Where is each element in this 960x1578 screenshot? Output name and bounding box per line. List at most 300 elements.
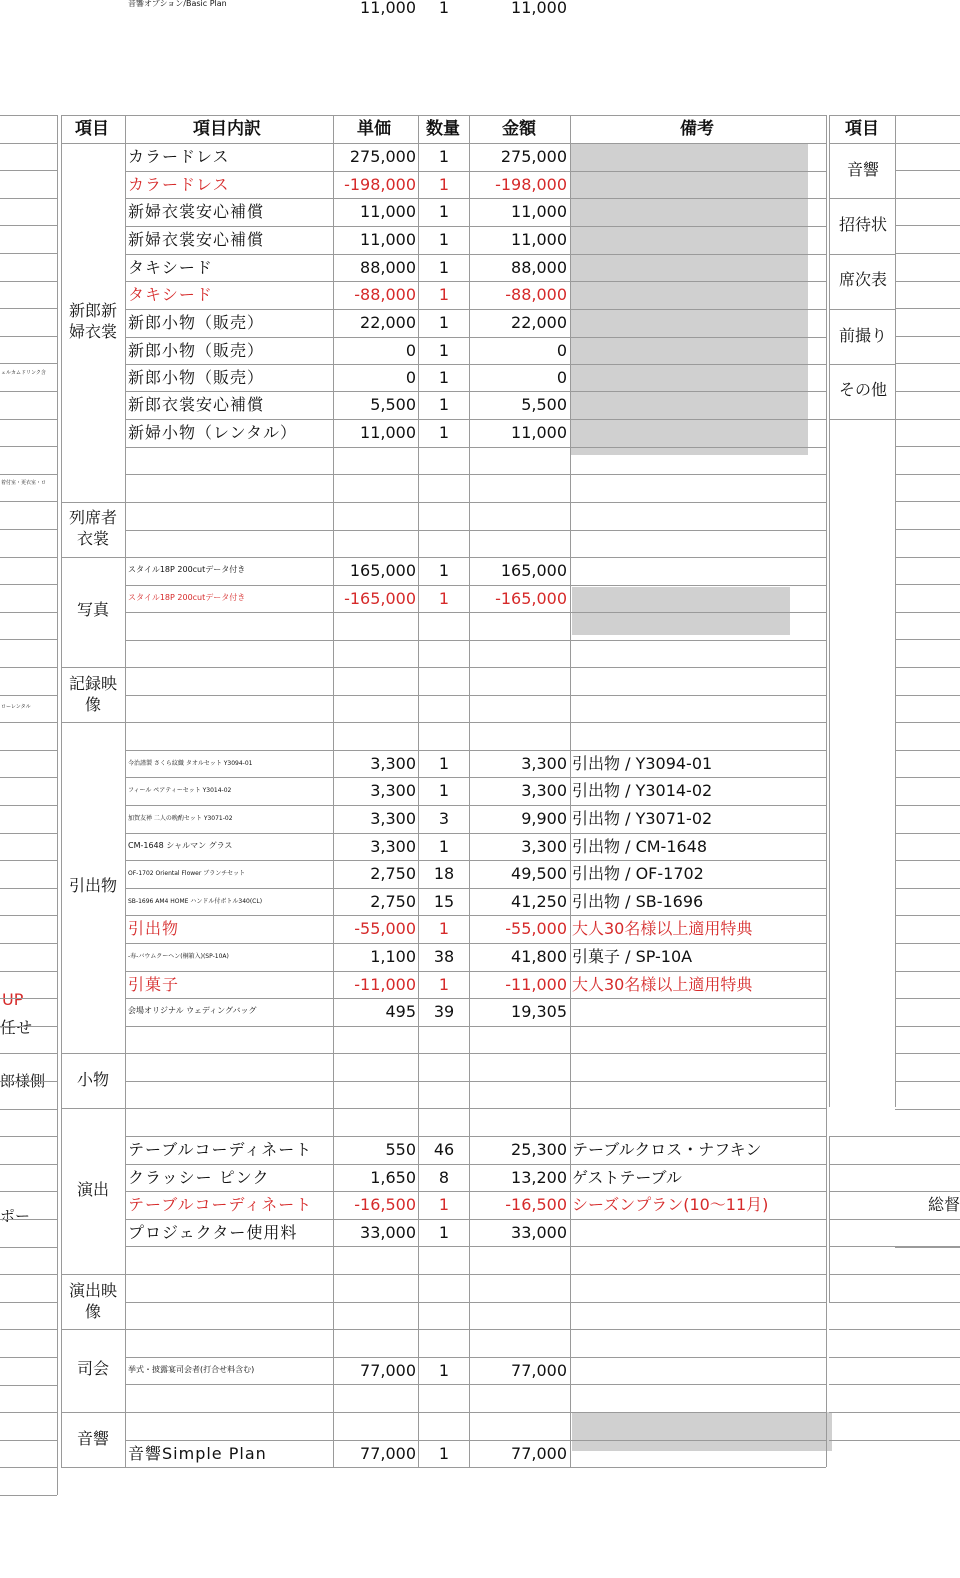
right-grid-line — [895, 391, 960, 392]
grid-line — [125, 695, 826, 696]
left-grid-line — [0, 667, 57, 668]
left-grid-line — [0, 1026, 57, 1027]
row-amount: 22,000 — [511, 313, 567, 332]
row-quantity: 1 — [438, 1360, 450, 1380]
row-detail: プロジェクター使用料 — [128, 1222, 298, 1242]
row-unit-price: 33,000 — [360, 1222, 416, 1242]
row-quantity: 1 — [438, 257, 450, 277]
row-detail: 挙式・披露宴司会者(打合せ料含む) — [128, 1364, 255, 1374]
row-quantity: 1 — [438, 561, 450, 580]
left-grid-line — [0, 695, 57, 696]
header-remarks: 備考 — [680, 119, 714, 139]
category-gifts: 引出物 — [68, 876, 117, 895]
left-cut-text: UP — [2, 990, 24, 1009]
row-remarks: 引菓子 / SP-10A — [572, 947, 693, 966]
grid-line — [125, 281, 826, 282]
right-grid-line — [895, 170, 960, 171]
row-detail: 今治謹製 さくら紋織 タオルセット Y3094-01 — [128, 759, 253, 767]
left-cut-text: ェルカムドリンク含 — [1, 370, 46, 376]
category-line — [61, 667, 125, 668]
row-detail: カラードレス — [128, 174, 230, 194]
left-grid-line — [0, 833, 57, 834]
grid-line — [125, 777, 826, 778]
right-grid-line — [895, 695, 960, 696]
right-grid-line — [895, 1026, 960, 1027]
right-grid-line — [895, 915, 960, 916]
grid-line — [125, 1357, 826, 1358]
left-grid-line — [0, 1081, 57, 1082]
category-production-video: 演出映 像 — [68, 1281, 117, 1321]
row-quantity: 3 — [438, 809, 450, 828]
category-line — [61, 1329, 125, 1330]
left-grid-line — [0, 1440, 57, 1441]
row-detail: 加賀友禅 二人の晩酌セット Y3071-02 — [128, 815, 233, 822]
row-quantity: 1 — [438, 836, 450, 856]
right-grid-line — [895, 115, 960, 116]
left-cut-text: 郎様側 — [0, 1072, 46, 1090]
header-detail: 項目内訳 — [193, 119, 261, 139]
left-grid-line — [0, 336, 57, 337]
left-cut-text: ポー — [0, 1207, 31, 1225]
redacted-block — [571, 144, 808, 455]
grid-line — [125, 1384, 826, 1385]
row-amount: 3,300 — [521, 753, 567, 773]
row-detail: 引菓子 — [128, 974, 180, 994]
column-line — [125, 115, 126, 1467]
category-line — [61, 1467, 125, 1468]
redacted-block — [572, 587, 790, 635]
left-grid-line — [0, 557, 57, 558]
row-quantity: 1 — [438, 367, 450, 387]
category-line — [61, 1274, 125, 1275]
right-grid-line — [829, 1302, 960, 1303]
category-costume: 新郎新 婦衣裳 — [68, 301, 117, 341]
row-amount: 11,000 — [511, 230, 567, 249]
grid-line — [125, 1246, 826, 1247]
left-cut-text: 着付室・更衣室・ロ — [1, 480, 47, 486]
grid-line — [125, 419, 826, 420]
left-grid-line — [0, 419, 57, 420]
right-grid-line — [895, 308, 960, 309]
category-line — [61, 557, 125, 558]
grid-line — [125, 530, 826, 531]
left-grid-line — [0, 391, 57, 392]
grid-line — [125, 198, 826, 199]
grid-line — [125, 1440, 826, 1441]
grid-line — [125, 1467, 826, 1468]
grid-line — [125, 309, 826, 310]
grid-line — [125, 943, 826, 944]
row-remarks: 引出物 / SB-1696 — [572, 891, 704, 911]
grid-line — [125, 474, 826, 475]
row-unit-price: 3,300 — [370, 836, 416, 856]
left-grid-line — [0, 170, 57, 171]
left-grid-line — [0, 805, 57, 806]
left-grid-line — [0, 115, 57, 116]
row-quantity: 1 — [438, 340, 450, 360]
header-quantity: 数量 — [426, 119, 460, 139]
right-grid-line — [895, 639, 960, 640]
row-amount: 19,305 — [511, 1002, 567, 1021]
row-unit-price: 77,000 — [360, 1443, 416, 1463]
right-grid-line — [829, 1164, 960, 1165]
left-grid-line — [0, 998, 57, 999]
row-unit-price: -165,000 — [344, 588, 416, 608]
row-unit-price: 3,300 — [370, 809, 416, 828]
row-detail: OF-1702 Oriental Flower ブランチセット — [128, 870, 246, 877]
row-amount: -88,000 — [505, 285, 567, 304]
row-quantity: 1 — [438, 202, 450, 221]
row-amount: 275,000 — [500, 147, 567, 166]
left-grid-line — [0, 1247, 57, 1248]
column-line — [61, 115, 62, 1467]
left-grid-line — [0, 1495, 57, 1496]
left-grid-line — [0, 971, 57, 972]
row-unit-price: 11,000 — [360, 0, 416, 17]
right-grid-line — [829, 254, 895, 255]
row-detail: 新婦小物（レンタル） — [128, 423, 297, 442]
row-amount: 77,000 — [511, 1443, 567, 1463]
left-grid-line — [0, 1302, 57, 1303]
row-amount: 165,000 — [500, 561, 567, 580]
row-quantity: 1 — [438, 588, 450, 608]
row-detail: スタイル18P 200cutデータ付き — [128, 592, 246, 602]
left-grid-line — [0, 1191, 57, 1192]
right-total-cut: 総督 — [928, 1195, 960, 1214]
right-grid-line — [829, 1357, 960, 1358]
row-quantity: 1 — [438, 230, 450, 249]
left-grid-line — [0, 1274, 57, 1275]
grid-line — [125, 1191, 826, 1192]
row-amount: -55,000 — [505, 919, 567, 938]
row-remarks: 大人30名様以上適用特典 — [572, 919, 753, 938]
row-detail: 新郎小物（販売） — [128, 367, 265, 387]
grid-line — [125, 1164, 826, 1165]
grid-line — [125, 254, 826, 255]
right-grid-line — [829, 1440, 960, 1441]
row-detail: 新郎小物（販売） — [128, 340, 265, 360]
row-unit-price: 77,000 — [360, 1360, 416, 1380]
header-unit-price: 単価 — [357, 119, 391, 139]
left-grid-line — [0, 501, 57, 502]
left-grid-line — [0, 777, 57, 778]
row-remarks: ゲストテーブル — [572, 1167, 682, 1187]
grid-line — [125, 1081, 826, 1082]
row-detail: 音響オプション/Basic Plan — [128, 0, 227, 8]
grid-line — [125, 833, 826, 834]
left-grid-line — [0, 225, 57, 226]
grid-line — [125, 888, 826, 889]
grid-line — [125, 1053, 826, 1054]
right-grid-line — [829, 1412, 960, 1413]
right-grid-line — [829, 419, 895, 420]
grid-line — [125, 337, 826, 338]
left-grid-line — [0, 612, 57, 613]
category-line — [61, 722, 125, 723]
row-detail: 新郎小物（販売） — [128, 313, 265, 332]
row-remarks: 引出物 / Y3014-02 — [572, 781, 713, 800]
right-grid-line — [829, 364, 895, 365]
row-quantity: 1 — [438, 1222, 450, 1242]
left-grid-line — [0, 1136, 57, 1137]
category-line — [61, 1108, 125, 1109]
row-unit-price: 3,300 — [370, 753, 416, 773]
row-quantity: 18 — [433, 864, 455, 883]
right-grid-line — [829, 1274, 960, 1275]
right-grid-line — [829, 198, 895, 199]
left-grid-line — [0, 1329, 57, 1330]
right-grid-line — [895, 971, 960, 972]
row-amount: 33,000 — [511, 1222, 567, 1242]
left-grid-line — [0, 860, 57, 861]
row-detail: カラードレス — [128, 147, 230, 166]
row-quantity: 46 — [433, 1140, 455, 1159]
left-grid-line — [0, 584, 57, 585]
right-item-seating: 席次表 — [838, 270, 887, 289]
row-amount: -198,000 — [495, 174, 567, 194]
right-grid-line — [895, 198, 960, 199]
redacted-block — [572, 1412, 832, 1451]
row-amount: 41,250 — [511, 891, 567, 911]
row-detail: クラッシー ピンク — [128, 1167, 270, 1187]
row-detail: 新婦衣裳安心補償 — [128, 230, 265, 249]
row-unit-price: 1,100 — [370, 947, 416, 966]
row-quantity: 1 — [438, 781, 450, 800]
right-grid-line — [895, 557, 960, 558]
left-cut-text: ローレンタル — [1, 704, 31, 710]
left-grid-line — [0, 1357, 57, 1358]
right-column-line — [895, 115, 896, 1107]
left-grid-line — [0, 1385, 57, 1386]
grid-line — [125, 860, 826, 861]
right-grid-line — [895, 529, 960, 530]
row-detail: 引出物 — [128, 919, 180, 938]
row-quantity: 38 — [433, 947, 455, 966]
right-grid-line — [895, 474, 960, 475]
category-line — [61, 1053, 125, 1054]
right-grid-line — [829, 1191, 960, 1192]
grid-line — [125, 998, 826, 999]
right-grid-line — [895, 584, 960, 585]
left-grid-line — [0, 253, 57, 254]
right-grid-line — [895, 1109, 960, 1110]
right-grid-line — [895, 860, 960, 861]
right-grid-line — [895, 1247, 960, 1248]
grid-line — [125, 612, 826, 613]
left-grid-line — [0, 639, 57, 640]
right-grid-line — [829, 1136, 960, 1137]
row-unit-price: 11,000 — [360, 202, 416, 221]
grid-line — [125, 640, 826, 641]
row-detail: 新婦衣裳安心補償 — [128, 202, 265, 221]
left-grid-line — [0, 1467, 57, 1468]
right-column-line — [829, 1136, 830, 1302]
grid-line — [125, 143, 826, 144]
row-remarks: 引出物 / OF-1702 — [572, 864, 704, 883]
right-grid-line — [895, 501, 960, 502]
right-grid-line — [895, 750, 960, 751]
row-unit-price: 495 — [385, 1002, 416, 1021]
grid-line — [125, 915, 826, 916]
row-unit-price: 2,750 — [370, 864, 416, 883]
row-amount: 5,500 — [521, 395, 567, 414]
grid-line — [125, 722, 826, 723]
right-grid-line — [895, 612, 960, 613]
row-detail: テーブルコーディネート — [128, 1195, 313, 1214]
right-item-other: その他 — [838, 380, 887, 399]
row-detail: スタイル18P 200cutデータ付き — [128, 565, 246, 574]
row-remarks: シーズンプラン(10〜11月) — [572, 1195, 769, 1214]
right-grid-line — [895, 998, 960, 999]
row-unit-price: 2,750 — [370, 891, 416, 911]
row-remarks: 引出物 / Y3094-01 — [572, 753, 713, 773]
left-grid-line — [0, 943, 57, 944]
row-amount: 77,000 — [511, 1360, 567, 1380]
right-grid-line — [895, 722, 960, 723]
grid-line — [125, 1026, 826, 1027]
row-quantity: 1 — [438, 423, 450, 442]
right-item-prephoto: 前撮り — [838, 326, 887, 345]
row-amount: 88,000 — [511, 257, 567, 277]
right-grid-line — [829, 309, 895, 310]
category-video: 記録映 像 — [68, 674, 117, 714]
row-quantity: 1 — [438, 1443, 450, 1463]
left-grid-line — [0, 446, 57, 447]
grid-line — [125, 1219, 826, 1220]
grid-line — [125, 1274, 826, 1275]
category-line — [61, 143, 125, 144]
row-amount: 25,300 — [511, 1140, 567, 1159]
left-grid-line — [0, 1219, 57, 1220]
row-amount: 3,300 — [521, 836, 567, 856]
row-amount: -165,000 — [495, 588, 567, 608]
right-grid-line — [895, 833, 960, 834]
category-production: 演出 — [76, 1180, 109, 1199]
row-detail: SB-1696 AM4 HOME ハンドル付ボトル340(CL) — [128, 897, 263, 905]
right-grid-line — [829, 1329, 960, 1330]
row-quantity: 39 — [433, 1002, 455, 1021]
row-unit-price: 22,000 — [360, 313, 416, 332]
right-grid-line — [895, 143, 960, 144]
row-unit-price: -11,000 — [354, 974, 416, 994]
column-line — [570, 115, 571, 1467]
left-grid-line — [0, 529, 57, 530]
left-grid-line — [0, 888, 57, 889]
row-amount: 11,000 — [511, 0, 567, 17]
grid-line — [125, 1108, 826, 1109]
category-mc: 司会 — [76, 1359, 109, 1378]
row-quantity: 1 — [438, 285, 450, 304]
left-grid-line — [0, 363, 57, 364]
row-quantity: 1 — [438, 0, 450, 17]
row-amount: 9,900 — [521, 809, 567, 828]
row-unit-price: 1,650 — [370, 1167, 416, 1187]
grid-line — [125, 557, 826, 558]
left-grid-line — [0, 281, 57, 282]
row-amount: -16,500 — [505, 1195, 567, 1214]
row-unit-price: -16,500 — [354, 1195, 416, 1214]
row-detail: 音響Simple Plan — [128, 1443, 267, 1463]
row-unit-price: 88,000 — [360, 257, 416, 277]
grid-line — [125, 391, 826, 392]
row-remarks: テーブルクロス・ナフキン — [572, 1140, 762, 1159]
left-column-line — [57, 115, 58, 1495]
grid-line — [125, 1329, 826, 1330]
grid-line — [125, 1136, 826, 1137]
left-cut-text: 任せ — [0, 1018, 33, 1037]
row-quantity: 1 — [438, 395, 450, 414]
right-grid-line — [895, 777, 960, 778]
category-accessories: 小物 — [76, 1070, 109, 1089]
right-grid-line — [895, 253, 960, 254]
left-grid-line — [0, 308, 57, 309]
grid-line — [125, 364, 826, 365]
row-unit-price: 0 — [405, 340, 416, 360]
left-grid-line — [0, 143, 57, 144]
left-grid-line — [0, 198, 57, 199]
right-grid-line — [895, 225, 960, 226]
grid-line — [125, 750, 826, 751]
category-photo: 写真 — [76, 600, 109, 619]
right-grid-line — [829, 143, 895, 144]
row-unit-price: 550 — [385, 1140, 416, 1159]
row-amount: 0 — [556, 367, 567, 387]
row-quantity: 1 — [438, 1195, 450, 1214]
right-grid-line — [829, 1219, 960, 1220]
grid-line — [125, 226, 826, 227]
grid-line — [125, 805, 826, 806]
row-remarks: 大人30名様以上適用特典 — [572, 974, 753, 994]
left-grid-line — [0, 1053, 57, 1054]
grid-line — [125, 1302, 826, 1303]
row-quantity: 1 — [438, 147, 450, 166]
right-grid-line — [895, 363, 960, 364]
row-quantity: 1 — [438, 174, 450, 194]
row-detail: -寿-バウムクーヘン(桐箱入)(SP-10A) — [128, 953, 229, 960]
row-quantity: 1 — [438, 753, 450, 773]
row-unit-price: -198,000 — [344, 174, 416, 194]
row-unit-price: 3,300 — [370, 781, 416, 800]
right-grid-line — [895, 1053, 960, 1054]
row-unit-price: -55,000 — [354, 919, 416, 938]
right-grid-line — [829, 1384, 960, 1385]
header-right-category: 項目 — [845, 119, 879, 139]
right-grid-line — [895, 667, 960, 668]
row-quantity: 1 — [438, 919, 450, 938]
category-attendee-costume: 列席者 衣裳 — [68, 508, 117, 548]
left-grid-line — [0, 1164, 57, 1165]
row-amount: 49,500 — [511, 864, 567, 883]
row-detail: 新郎衣裳安心補償 — [128, 395, 265, 414]
row-detail: タキシード — [128, 257, 213, 277]
grid-line — [125, 115, 826, 116]
row-unit-price: 5,500 — [370, 395, 416, 414]
grid-line — [125, 585, 826, 586]
left-grid-line — [0, 722, 57, 723]
row-quantity: 15 — [433, 891, 455, 911]
category-line — [61, 115, 125, 116]
right-grid-line — [895, 446, 960, 447]
right-grid-line — [829, 115, 895, 116]
right-grid-line — [895, 336, 960, 337]
left-grid-line — [0, 1412, 57, 1413]
left-grid-line — [0, 1109, 57, 1110]
category-line — [61, 1412, 125, 1413]
right-item-invitation: 招待状 — [838, 215, 887, 234]
right-grid-line — [895, 419, 960, 420]
grid-line — [125, 171, 826, 172]
right-item-sound: 音響 — [846, 160, 879, 179]
